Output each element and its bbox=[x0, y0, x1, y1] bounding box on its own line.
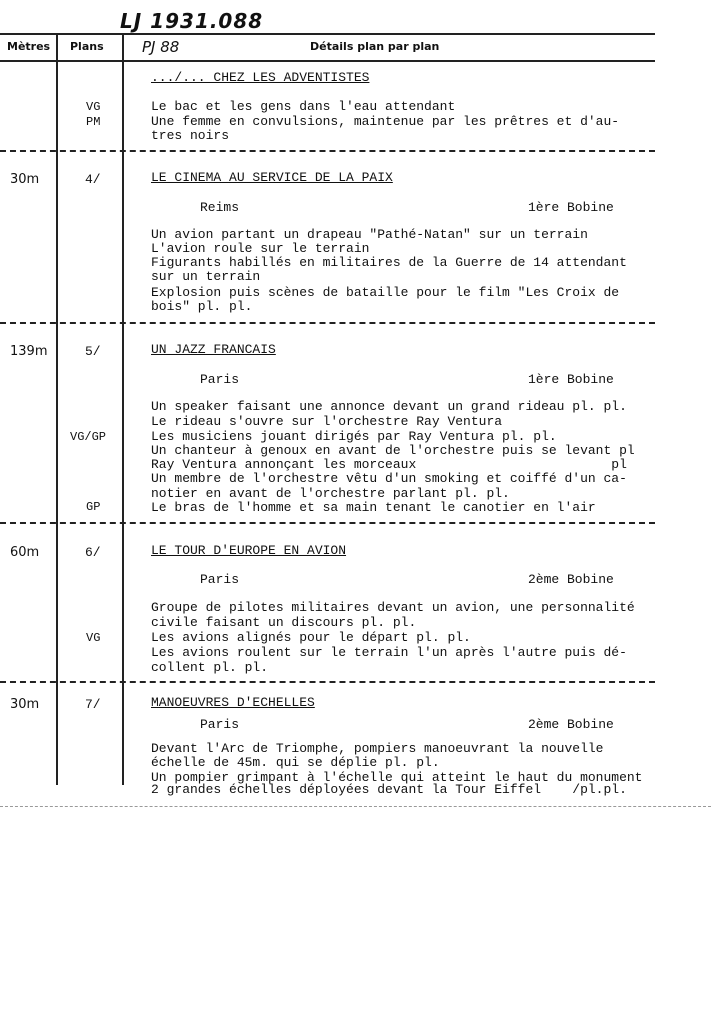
header-rule bbox=[0, 60, 655, 62]
section-title: LE CINEMA AU SERVICE DE LA PAIX bbox=[151, 170, 393, 185]
shot-line: Un pompier grimpant à l'échelle qui atteint le haut du monument bbox=[151, 770, 643, 785]
shot-line: sur un terrain bbox=[151, 269, 261, 284]
shot-line: collent pl. pl. bbox=[151, 660, 269, 675]
section-metres: 30m bbox=[10, 697, 40, 712]
section-plan-number: 5/ bbox=[85, 344, 101, 359]
section-separator bbox=[0, 322, 655, 324]
section-separator bbox=[0, 150, 655, 152]
section-metres: 30m bbox=[10, 172, 40, 187]
shot-line: bois" pl. pl. bbox=[151, 299, 253, 314]
shot-line: Un avion partant un drapeau "Pathé-Natan" sur un terrain bbox=[151, 227, 588, 242]
shot-line: notier en avant de l'orchestre parlant pl. pl. bbox=[151, 486, 510, 501]
column-divider-metres bbox=[56, 33, 58, 785]
shot-line: 2 grandes échelles déployées devant la Tour Eiffel /pl.pl. bbox=[151, 782, 627, 797]
section-bobine: 1ère Bobine bbox=[528, 200, 614, 215]
section-metres: 60m bbox=[10, 545, 40, 560]
section-separator bbox=[0, 681, 655, 683]
section-place: Paris bbox=[200, 572, 240, 587]
shot-code: VG bbox=[86, 631, 101, 645]
section-plan-number: 6/ bbox=[85, 545, 101, 560]
shot-line: Le bras de l'homme et sa main tenant le canotier en l'air bbox=[151, 500, 596, 515]
header-details: Détails plan par plan bbox=[310, 40, 440, 53]
handwritten-note: PJ 88 bbox=[142, 38, 180, 56]
shot-code: GP bbox=[86, 500, 101, 514]
top-rule bbox=[0, 33, 655, 35]
header-plans: Plans bbox=[70, 40, 104, 53]
page-bottom-rule bbox=[0, 806, 711, 807]
section-title: .../... CHEZ LES ADVENTISTES bbox=[151, 70, 370, 85]
shot-line: L'avion roule sur le terrain bbox=[151, 241, 370, 256]
shot-line: échelle de 45m. qui se déplie pl. pl. bbox=[151, 755, 440, 770]
shot-code: PM bbox=[86, 115, 101, 129]
shot-line: Les avions roulent sur le terrain l'un après l'autre puis dé- bbox=[151, 645, 627, 660]
shot-line: Un membre de l'orchestre vêtu d'un smoking et coiffé d'un ca- bbox=[151, 471, 627, 486]
shot-line: Les avions alignés pour le départ pl. pl. bbox=[151, 630, 471, 645]
shot-line: Le rideau s'ouvre sur l'orchestre Ray Ventura bbox=[151, 414, 503, 429]
shot-code: VG/GP bbox=[70, 430, 107, 444]
section-place: Paris bbox=[200, 372, 240, 387]
column-divider-plans bbox=[122, 33, 124, 785]
section-place: Paris bbox=[200, 717, 240, 732]
shot-line: Un chanteur à genoux en avant de l'orchestre puis se levant pl bbox=[151, 443, 635, 458]
section-bobine: 2ème Bobine bbox=[528, 572, 614, 587]
shot-line: Figurants habillés en militaires de la Guerre de 14 attendant bbox=[151, 255, 627, 270]
header-metres: Mètres bbox=[7, 40, 51, 53]
shot-line: tres noirs bbox=[151, 128, 230, 143]
section-title: UN JAZZ FRANCAIS bbox=[151, 342, 276, 357]
section-plan-number: 4/ bbox=[85, 172, 101, 187]
section-title: LE TOUR D'EUROPE EN AVION bbox=[151, 543, 347, 558]
section-title: MANOEUVRES D'ECHELLES bbox=[151, 695, 315, 710]
shot-line: Une femme en convulsions, maintenue par les prêtres et d'au- bbox=[151, 114, 620, 129]
document-reference: LJ 1931.088 bbox=[120, 9, 264, 33]
section-metres: 139m bbox=[10, 344, 48, 359]
section-place: Reims bbox=[200, 200, 240, 215]
shot-line: Un speaker faisant une annonce devant un grand rideau pl. pl. bbox=[151, 399, 627, 414]
shot-line: Explosion puis scènes de bataille pour le film "Les Croix de bbox=[151, 285, 620, 300]
shot-line: Groupe de pilotes militaires devant un avion, une personnalité bbox=[151, 600, 635, 615]
shot-line: Les musiciens jouant dirigés par Ray Ventura pl. pl. bbox=[151, 429, 557, 444]
shot-code: VG bbox=[86, 100, 101, 114]
shot-line: Le bac et les gens dans l'eau attendant bbox=[151, 99, 456, 114]
shot-line: civile faisant un discours pl. pl. bbox=[151, 615, 417, 630]
section-separator bbox=[0, 522, 655, 524]
section-plan-number: 7/ bbox=[85, 697, 101, 712]
section-bobine: 1ère Bobine bbox=[528, 372, 614, 387]
shot-line: Devant l'Arc de Triomphe, pompiers manoeuvrant la nouvelle bbox=[151, 741, 604, 756]
shot-line: Ray Ventura annonçant les morceaux pl bbox=[151, 457, 627, 472]
section-bobine: 2ème Bobine bbox=[528, 717, 614, 732]
